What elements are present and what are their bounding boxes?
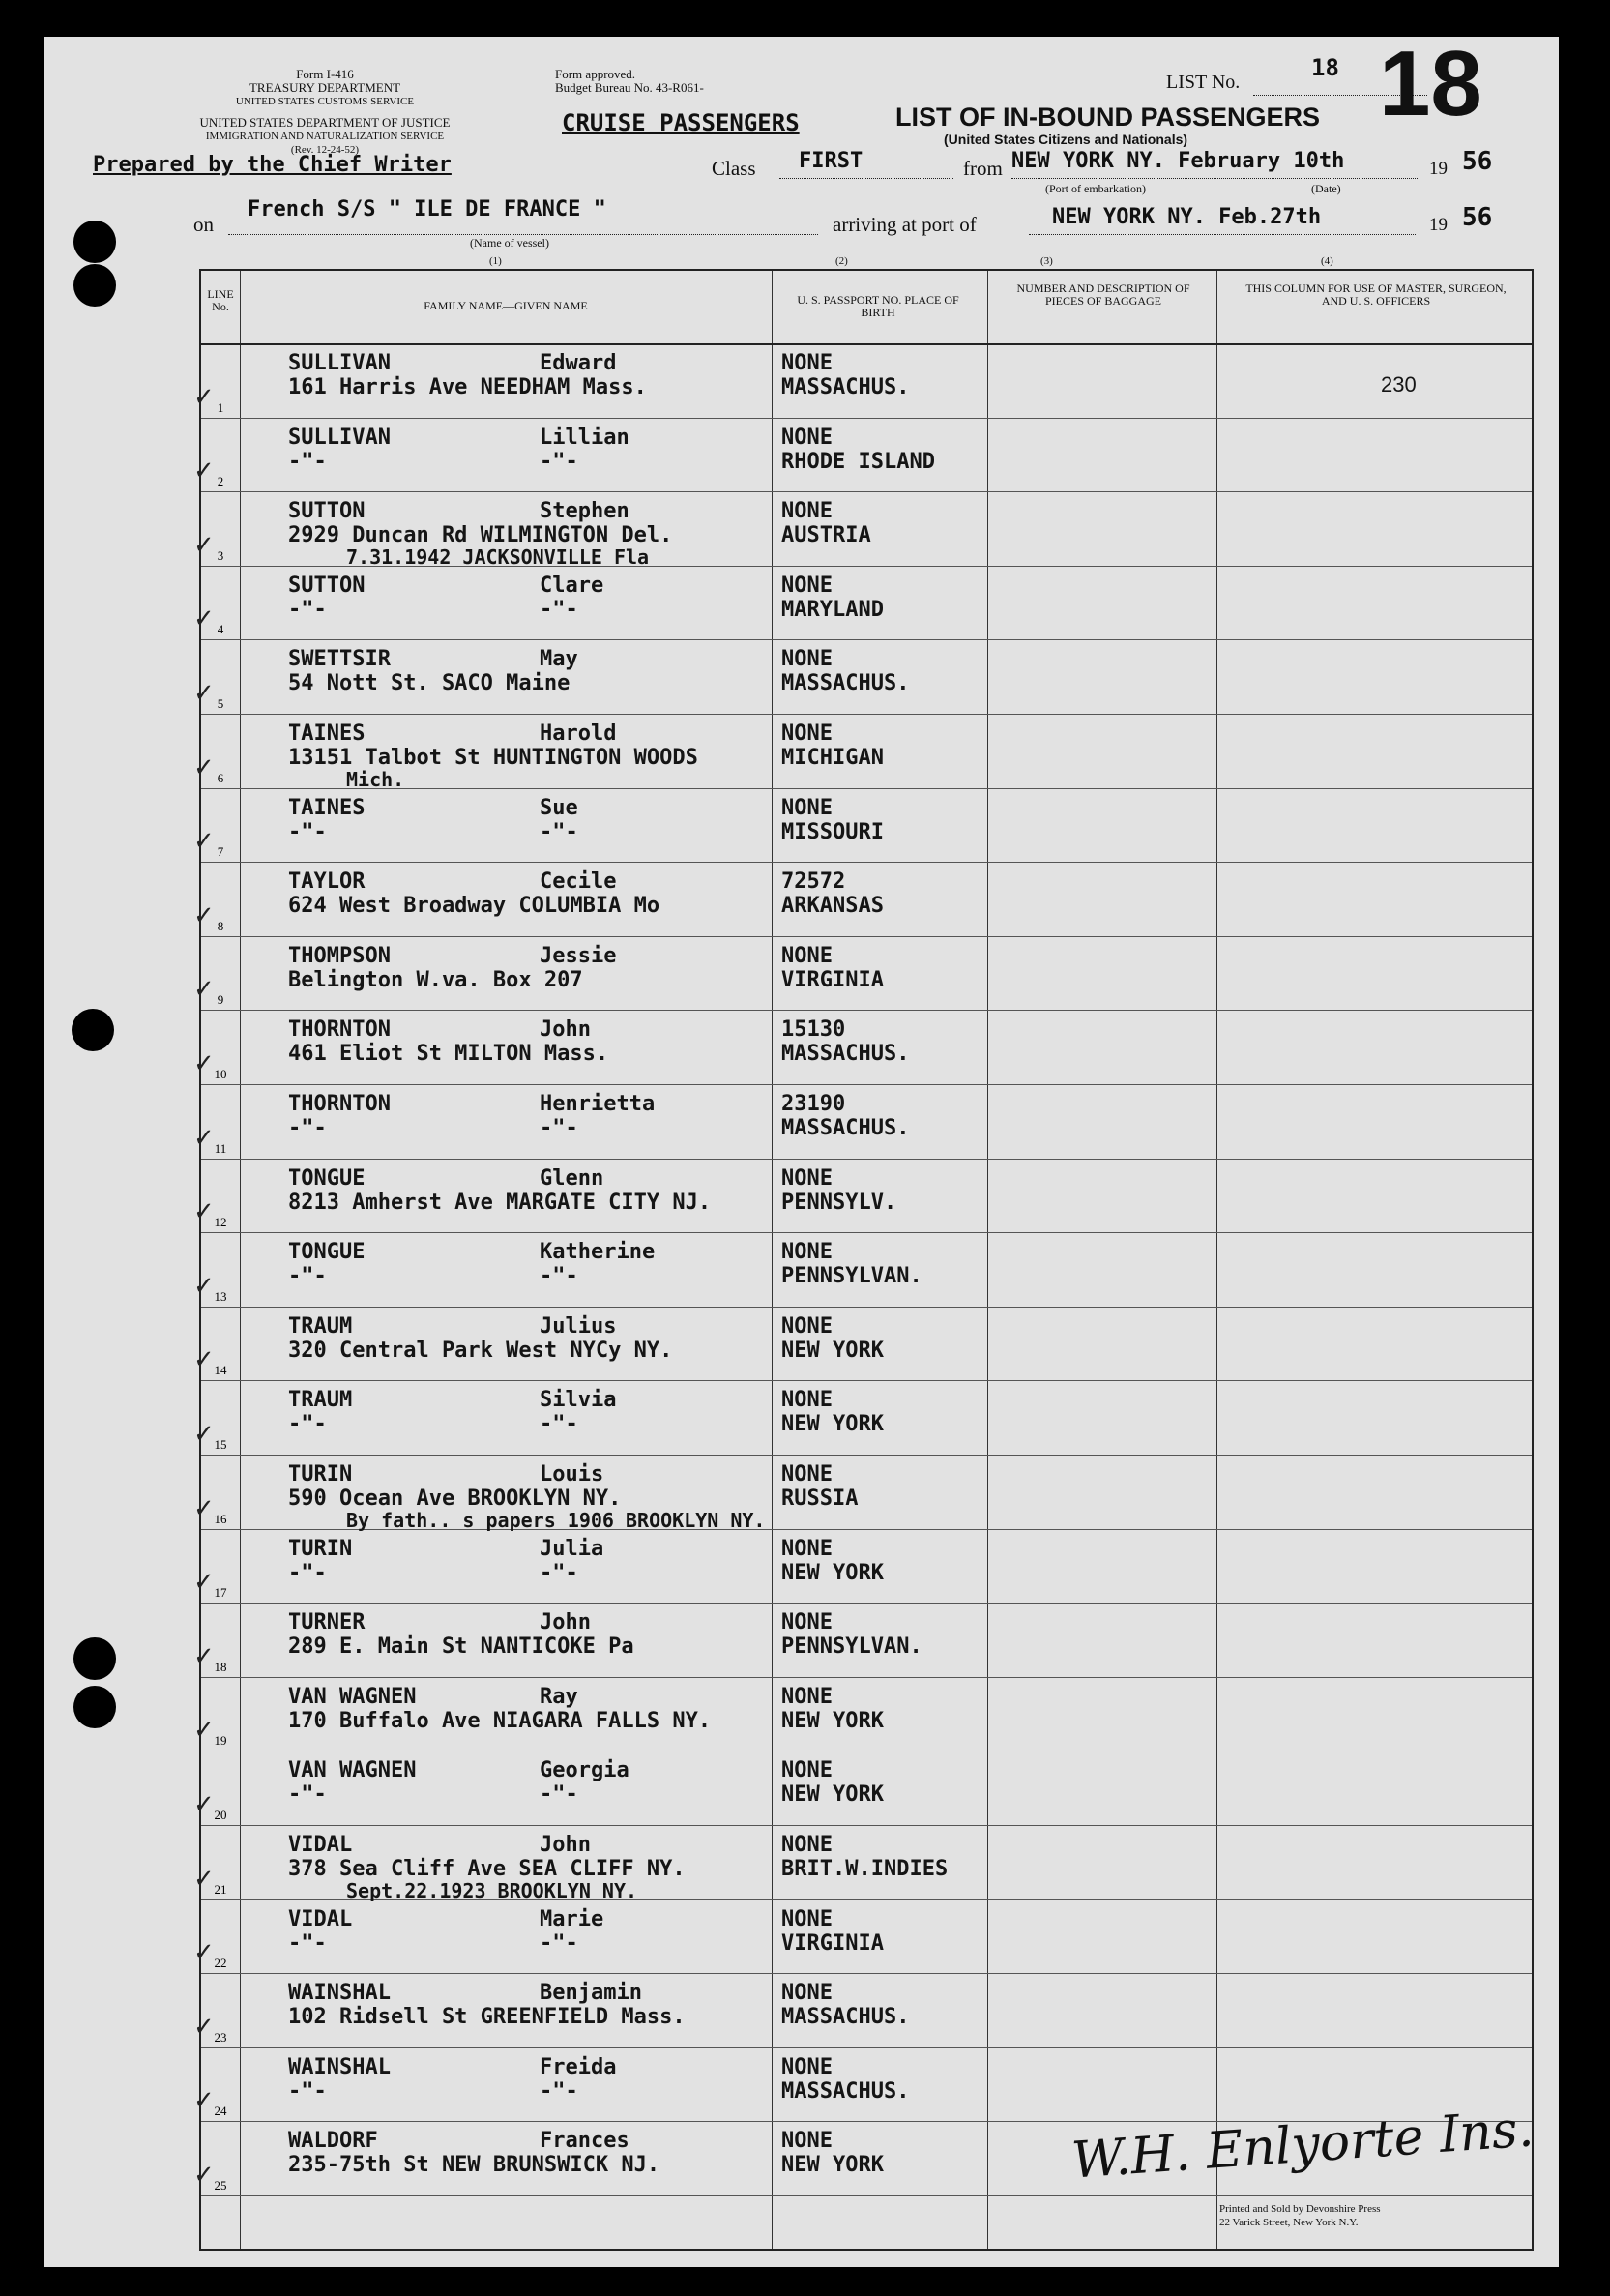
passport-number: NONE xyxy=(781,1981,833,2006)
table-row xyxy=(193,639,1532,715)
line-number: 6 xyxy=(217,770,224,785)
line-number: 21 xyxy=(214,1881,227,1897)
address-extra: -"- xyxy=(540,2078,578,2104)
table-row xyxy=(193,1010,1532,1085)
family-name: VAN WAGNEN xyxy=(288,1684,417,1709)
place-of-birth: NEW YORK xyxy=(781,1782,884,1808)
list-subtitle: (United States Citizens and Nationals) xyxy=(944,132,1188,147)
check-mark-icon: ✓ xyxy=(193,1789,215,1819)
budget-bureau: Budget Bureau No. 43-R061- xyxy=(555,80,704,95)
table-header xyxy=(201,271,1532,345)
table-row xyxy=(193,343,1532,419)
address: 590 Ocean Ave BROOKLYN NY. xyxy=(288,1487,622,1511)
check-mark-icon: ✓ xyxy=(193,1123,215,1153)
line-number: 18 xyxy=(214,1659,227,1674)
family-name: TAINES xyxy=(288,721,366,746)
check-mark-icon: ✓ xyxy=(193,2086,215,2116)
place-of-birth: ARKANSAS xyxy=(781,894,884,919)
given-name: Benjamin xyxy=(540,1981,642,2006)
address: 170 Buffalo Ave NIAGARA FALLS NY. xyxy=(288,1708,712,1733)
address: -"- xyxy=(288,1116,327,1140)
given-name: Freida xyxy=(540,2054,617,2079)
table-row xyxy=(193,491,1532,570)
check-mark-icon: ✓ xyxy=(193,456,215,486)
address: -"- xyxy=(288,1412,327,1437)
check-mark-icon: ✓ xyxy=(193,530,215,560)
line-number: 20 xyxy=(214,1807,227,1822)
given-name: Julius xyxy=(540,1313,617,1339)
check-mark-icon: ✓ xyxy=(193,975,215,1005)
line-number: 5 xyxy=(217,695,224,711)
check-mark-icon: ✓ xyxy=(193,1938,215,1968)
place-of-birth: PENNSYLVAN. xyxy=(781,1264,922,1289)
family-name: SULLIVAN xyxy=(288,351,391,375)
given-name: John xyxy=(540,1017,591,1043)
passport-number: NONE xyxy=(781,795,833,820)
given-name: John xyxy=(540,1610,591,1635)
manifest-page xyxy=(44,32,1559,2267)
prepared-by: Prepared by the Chief Writer xyxy=(93,153,452,177)
from-value: NEW YORK NY. February 10th xyxy=(1011,149,1345,173)
line-number: 12 xyxy=(214,1215,227,1230)
line-number: 19 xyxy=(214,1733,227,1749)
passport-number: NONE xyxy=(781,647,833,672)
place-of-birth: MASSACHUS. xyxy=(781,2005,910,2030)
address: 54 Nott St. SACO Maine xyxy=(288,671,571,696)
family-name: TONGUE xyxy=(288,1240,366,1265)
customs-service: UNITED STATES CUSTOMS SERVICE xyxy=(235,96,415,107)
check-mark-icon: ✓ xyxy=(193,2012,215,2042)
approval-block xyxy=(555,68,748,95)
officer-note: 230 xyxy=(1381,372,1417,397)
from-label: from xyxy=(963,157,1003,180)
family-name: SULLIVAN xyxy=(288,425,391,450)
table-row xyxy=(193,566,1532,641)
cruise-passengers-stamp: CRUISE PASSENGERS xyxy=(562,109,800,136)
line-number: 16 xyxy=(214,1511,227,1526)
address: -"- xyxy=(288,597,327,622)
table-row xyxy=(193,2047,1532,2123)
address: 235-75th St NEW BRUNSWICK NJ. xyxy=(288,2153,660,2178)
arriving-year-prefix: 19 xyxy=(1429,215,1448,235)
address-extra: -"- xyxy=(540,1412,578,1437)
line-number: 14 xyxy=(214,1363,227,1378)
family-name: TURIN xyxy=(288,1462,353,1487)
header-baggage: NUMBER AND DESCRIPTION OF PIECES OF BAGGAGE xyxy=(1016,281,1190,308)
address-extra: Mich. xyxy=(346,768,405,791)
address-extra: -"- xyxy=(540,1782,578,1808)
col-number-1: (1) xyxy=(489,255,502,267)
form-agency-block xyxy=(180,68,470,157)
address: -"- xyxy=(288,1782,327,1808)
check-mark-icon: ✓ xyxy=(193,1271,215,1301)
list-number-small: 18 xyxy=(1311,54,1339,81)
place-of-birth: NEW YORK xyxy=(781,1708,884,1733)
line-number: 13 xyxy=(214,1288,227,1304)
treasury-dept: TREASURY DEPARTMENT xyxy=(249,80,401,95)
address: -"- xyxy=(288,1264,327,1289)
address: 8213 Amherst Ave MARGATE CITY NJ. xyxy=(288,1190,712,1215)
table-row xyxy=(193,1677,1532,1752)
check-mark-icon: ✓ xyxy=(193,1197,215,1227)
officer-signature: W.H. Enlyorte Ins. xyxy=(1069,2100,1536,2191)
line-number: 22 xyxy=(214,1956,227,1971)
address: 102 Ridsell St GREENFIELD Mass. xyxy=(288,2005,686,2030)
family-name: TONGUE xyxy=(288,1165,366,1191)
address-extra: -"- xyxy=(540,449,578,474)
family-name: SWETTSIR xyxy=(288,647,391,672)
arriving-port: NEW YORK NY. Feb.27th xyxy=(1052,205,1322,229)
family-name: TURIN xyxy=(288,1536,353,1561)
vessel-caption: (Name of vessel) xyxy=(470,236,549,250)
address-extra: -"- xyxy=(540,1930,578,1956)
line-number: 15 xyxy=(214,1436,227,1452)
header-name: FAMILY NAME—GIVEN NAME xyxy=(424,299,588,312)
binder-hole xyxy=(73,264,116,307)
place-of-birth: NEW YORK xyxy=(781,1560,884,1585)
family-name: VIDAL xyxy=(288,1833,353,1857)
col-number-2: (2) xyxy=(835,255,848,267)
printer-line-2: 22 Varick Street, New York N.Y. xyxy=(1219,2217,1359,2228)
passport-number: NONE xyxy=(781,1313,833,1339)
check-mark-icon: ✓ xyxy=(193,1716,215,1746)
family-name: THORNTON xyxy=(288,1092,391,1116)
table-row xyxy=(193,1380,1532,1456)
header-passport: U. S. PASSPORT NO. PLACE OF BIRTH xyxy=(797,293,959,319)
passport-number: NONE xyxy=(781,1165,833,1191)
place-of-birth: MASSACHUS. xyxy=(781,1116,910,1140)
check-mark-icon: ✓ xyxy=(193,1419,215,1449)
check-mark-icon: ✓ xyxy=(193,1493,215,1523)
passport-number: 23190 xyxy=(781,1092,846,1116)
check-mark-icon: ✓ xyxy=(193,2160,215,2190)
printer-line-1: Printed and Sold by Devonshire Press xyxy=(1219,2203,1381,2215)
place-of-birth: RUSSIA xyxy=(781,1487,859,1511)
given-name: Harold xyxy=(540,721,617,746)
given-name: John xyxy=(540,1833,591,1857)
address: 2929 Duncan Rd WILMINGTON Del. xyxy=(288,523,673,548)
address-extra: -"- xyxy=(540,1264,578,1289)
port-embark-caption: (Port of embarkation) xyxy=(1045,182,1146,195)
check-mark-icon: ✓ xyxy=(193,678,215,708)
passenger-table xyxy=(193,269,1534,2251)
line-number: 17 xyxy=(214,1585,227,1601)
address: 161 Harris Ave NEEDHAM Mass. xyxy=(288,375,647,399)
family-name: TRAUM xyxy=(288,1388,353,1413)
family-name: TAYLOR xyxy=(288,869,366,895)
passport-number: NONE xyxy=(781,1684,833,1709)
table-row xyxy=(193,418,1532,493)
table-row xyxy=(193,1603,1532,1678)
given-name: Katherine xyxy=(540,1240,656,1265)
place-of-birth: MARYLAND xyxy=(781,597,884,622)
form-revision: (Rev. 12-24-52) xyxy=(290,144,360,156)
given-name: Sue xyxy=(540,795,578,820)
address-extra: Sept.22.1923 BROOKLYN NY. xyxy=(346,1879,638,1902)
passport-number: NONE xyxy=(781,573,833,598)
table-row xyxy=(193,1159,1532,1234)
check-mark-icon: ✓ xyxy=(193,1864,215,1894)
passport-number: NONE xyxy=(781,2054,833,2079)
line-number: 25 xyxy=(214,2177,227,2193)
line-number: 24 xyxy=(214,2104,227,2119)
check-mark-icon: ✓ xyxy=(193,827,215,857)
passport-number: NONE xyxy=(781,1610,833,1635)
address-extra: -"- xyxy=(540,597,578,622)
passport-number: NONE xyxy=(781,499,833,524)
date-caption: (Date) xyxy=(1311,182,1341,195)
form-number: Form I-416 xyxy=(296,67,354,81)
passport-number: NONE xyxy=(781,1906,833,1931)
ins-service: IMMIGRATION AND NATURALIZATION SERVICE xyxy=(205,131,445,142)
passport-number: NONE xyxy=(781,2129,833,2154)
line-number: 3 xyxy=(217,547,224,563)
table-row xyxy=(193,714,1532,791)
given-name: Jessie xyxy=(540,943,617,968)
check-mark-icon: ✓ xyxy=(193,1568,215,1598)
table-row xyxy=(193,1529,1532,1604)
passport-number: NONE xyxy=(781,1536,833,1561)
binder-hole xyxy=(73,221,116,263)
family-name: TRAUM xyxy=(288,1313,353,1339)
header-officers: THIS COLUMN FOR USE OF MASTER, SURGEON, AND U. S. OFFICERS xyxy=(1245,281,1507,308)
place-of-birth: MICHIGAN xyxy=(781,746,884,770)
place-of-birth: MASSACHUS. xyxy=(781,375,910,399)
line-number: 11 xyxy=(214,1140,227,1156)
given-name: Cecile xyxy=(540,869,617,895)
line-number: 1 xyxy=(217,399,224,415)
col-number-4: (4) xyxy=(1321,255,1333,267)
place-of-birth: PENNSYLVAN. xyxy=(781,1634,922,1660)
arriving-label: arriving at port of xyxy=(833,213,977,236)
line-number: 9 xyxy=(217,992,224,1008)
given-name: Lillian xyxy=(540,425,629,450)
address: 320 Central Park West NYCy NY. xyxy=(288,1338,673,1363)
table-row xyxy=(193,1751,1532,1826)
place-of-birth: AUSTRIA xyxy=(781,523,871,548)
address: -"- xyxy=(288,449,327,474)
address: Belington W.va. Box 207 xyxy=(288,967,583,992)
given-name: Frances xyxy=(540,2129,629,2154)
list-title: LIST OF IN-BOUND PASSENGERS xyxy=(895,103,1321,132)
place-of-birth: RHODE ISLAND xyxy=(781,449,935,474)
family-name: VAN WAGNEN xyxy=(288,1758,417,1783)
place-of-birth: VIRGINIA xyxy=(781,967,884,992)
line-number: 7 xyxy=(217,844,224,860)
given-name: Henrietta xyxy=(540,1092,656,1116)
place-of-birth: NEW YORK xyxy=(781,1412,884,1437)
check-mark-icon: ✓ xyxy=(193,382,215,412)
family-name: SUTTON xyxy=(288,573,366,598)
passport-number: NONE xyxy=(781,1388,833,1413)
col-number-3: (3) xyxy=(1040,255,1053,267)
table-row xyxy=(193,1899,1532,1975)
address: 289 E. Main St NANTICOKE Pa xyxy=(288,1634,634,1660)
place-of-birth: PENNSYLV. xyxy=(781,1190,897,1215)
address: -"- xyxy=(288,1930,327,1956)
vessel-name: French S/S " ILE DE FRANCE " xyxy=(248,197,606,221)
family-name: WAINSHAL xyxy=(288,2054,391,2079)
line-number: 10 xyxy=(214,1066,227,1081)
given-name: Marie xyxy=(540,1906,604,1931)
on-label: on xyxy=(193,213,214,236)
place-of-birth: NEW YORK xyxy=(781,1338,884,1363)
arriving-year: 56 xyxy=(1462,203,1493,232)
address-extra: -"- xyxy=(540,1116,578,1140)
address: 461 Eliot St MILTON Mass. xyxy=(288,1042,609,1067)
from-year-prefix: 19 xyxy=(1429,159,1448,179)
family-name: SUTTON xyxy=(288,499,366,524)
address: -"- xyxy=(288,2078,327,2104)
place-of-birth: MISSOURI xyxy=(781,819,884,844)
table-row xyxy=(193,1973,1532,2048)
given-name: Georgia xyxy=(540,1758,629,1783)
given-name: Silvia xyxy=(540,1388,617,1413)
line-number: 2 xyxy=(217,474,224,489)
table-row xyxy=(193,788,1532,864)
class-value: FIRST xyxy=(799,149,864,173)
check-mark-icon: ✓ xyxy=(193,752,215,782)
address: 378 Sea Cliff Ave SEA CLIFF NY. xyxy=(288,1857,686,1881)
header-line-no: LINE No. xyxy=(207,287,234,313)
passport-number: NONE xyxy=(781,1833,833,1857)
given-name: Clare xyxy=(540,573,604,598)
family-name: TURNER xyxy=(288,1610,366,1635)
passport-number: NONE xyxy=(781,1462,833,1487)
check-mark-icon: ✓ xyxy=(193,604,215,634)
address-extra: By fath.. s papers 1906 BROOKLYN NY. xyxy=(346,1509,766,1532)
passport-number: NONE xyxy=(781,721,833,746)
passport-number: NONE xyxy=(781,1758,833,1783)
passport-number: NONE xyxy=(781,1240,833,1265)
binder-hole xyxy=(72,1009,114,1051)
class-label: Class xyxy=(712,157,756,180)
line-number: 4 xyxy=(217,622,224,637)
family-name: TAINES xyxy=(288,795,366,820)
table-row xyxy=(193,862,1532,937)
check-mark-icon: ✓ xyxy=(193,900,215,930)
given-name: Julia xyxy=(540,1536,604,1561)
given-name: Louis xyxy=(540,1462,604,1487)
address-extra: -"- xyxy=(540,1560,578,1585)
line-number: 8 xyxy=(217,918,224,933)
address-extra: -"- xyxy=(540,819,578,844)
line-number: 23 xyxy=(214,2029,227,2045)
given-name: May xyxy=(540,647,578,672)
address: 624 West Broadway COLUMBIA Mo xyxy=(288,894,660,919)
place-of-birth: MASSACHUS. xyxy=(781,1042,910,1067)
address: 13151 Talbot St HUNTINGTON WOODS xyxy=(288,746,698,770)
passport-number: NONE xyxy=(781,351,833,375)
form-approved: Form approved. xyxy=(555,67,636,81)
check-mark-icon: ✓ xyxy=(193,1641,215,1671)
place-of-birth: MASSACHUS. xyxy=(781,2078,910,2104)
table-row xyxy=(193,1455,1532,1532)
passport-number: 15130 xyxy=(781,1017,846,1043)
check-mark-icon: ✓ xyxy=(193,1345,215,1375)
given-name: Ray xyxy=(540,1684,578,1709)
list-number-large: 18 xyxy=(1379,32,1482,135)
justice-dept: UNITED STATES DEPARTMENT OF JUSTICE xyxy=(199,115,451,130)
check-mark-icon: ✓ xyxy=(193,1048,215,1078)
address: -"- xyxy=(288,1560,327,1585)
table-row xyxy=(193,1232,1532,1308)
passport-number: NONE xyxy=(781,943,833,968)
place-of-birth: VIRGINIA xyxy=(781,1930,884,1956)
list-number-label: LIST No. xyxy=(1166,72,1241,93)
given-name: Edward xyxy=(540,351,617,375)
binder-hole xyxy=(73,1686,116,1728)
given-name: Stephen xyxy=(540,499,629,524)
family-name: WALDORF xyxy=(288,2129,378,2154)
given-name: Glenn xyxy=(540,1165,604,1191)
family-name: THOMPSON xyxy=(288,943,391,968)
address: -"- xyxy=(288,819,327,844)
passport-number: 72572 xyxy=(781,869,846,895)
place-of-birth: BRIT.W.INDIES xyxy=(781,1857,949,1881)
address-extra: 7.31.1942 JACKSONVILLE Fla xyxy=(346,545,650,570)
family-name: THORNTON xyxy=(288,1017,391,1043)
place-of-birth: MASSACHUS. xyxy=(781,671,910,696)
family-name: VIDAL xyxy=(288,1906,353,1931)
from-year: 56 xyxy=(1462,147,1493,176)
table-row xyxy=(193,1307,1532,1382)
table-row xyxy=(193,1084,1532,1160)
place-of-birth: NEW YORK xyxy=(781,2153,884,2178)
passport-number: NONE xyxy=(781,425,833,450)
table-row xyxy=(193,1825,1532,1902)
family-name: WAINSHAL xyxy=(288,1981,391,2006)
table-row xyxy=(193,936,1532,1012)
binder-hole xyxy=(73,1637,116,1680)
